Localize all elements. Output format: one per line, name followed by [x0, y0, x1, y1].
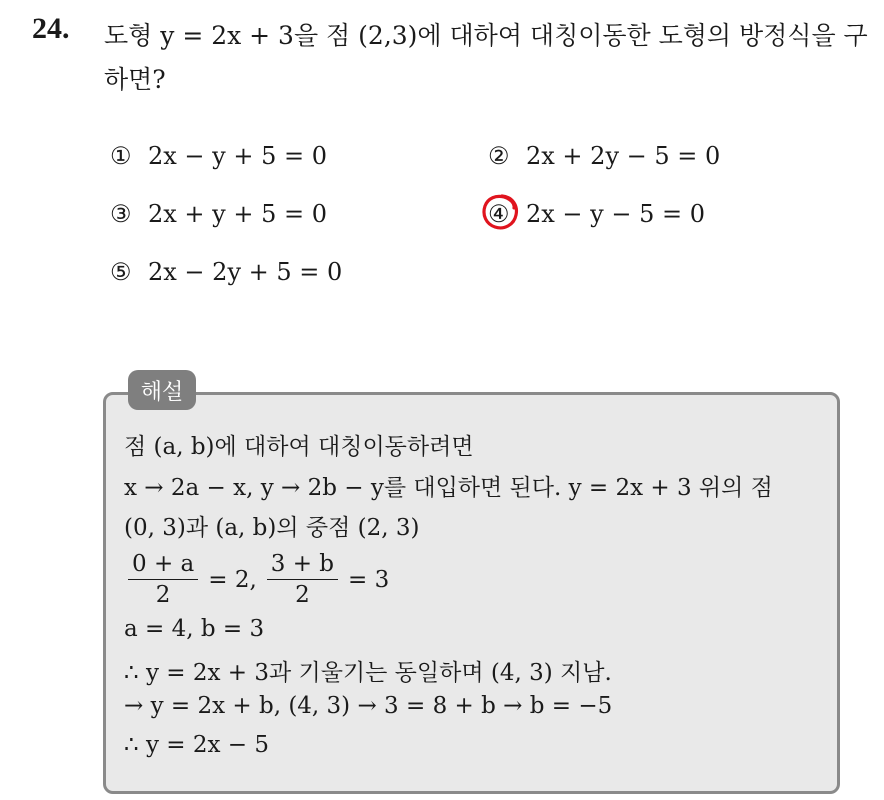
choice-1-equation: 2x − y + 5 = 0: [148, 142, 328, 170]
choice-3-equation: 2x + y + 5 = 0: [148, 200, 328, 228]
fraction-2-denominator: 2: [295, 582, 310, 608]
fraction-2-numerator: 3 + b: [267, 549, 338, 580]
fraction-1: [128, 549, 198, 610]
solution-line-8: ∴ y = 2x − 5: [124, 732, 269, 758]
choice-2-mark: ②: [488, 142, 510, 170]
solution-line-2: x → 2a − x, y → 2b − y를 대입하면 된다. y = 2x + 3 위의 점: [124, 475, 773, 501]
choice-5[interactable]: [110, 258, 342, 286]
solution-line-5: a = 4, b = 3: [124, 616, 265, 642]
question-text: 도형 y = 2x + 3을 점 (2,3)에 대하여 대칭이동한 도형의 방정식을 구하면?: [104, 21, 868, 94]
solution-line-7: → y = 2x + b, (4, 3) → 3 = 8 + b → b = −5: [124, 693, 613, 719]
solution-tag: 해설: [128, 370, 196, 410]
choice-3[interactable]: [110, 200, 327, 228]
solution-line-3: (0, 3)과 (a, b)의 중점 (2, 3): [124, 515, 420, 541]
choice-4[interactable]: [488, 200, 705, 228]
fraction-1-result: = 2,: [208, 566, 257, 593]
solution-line-6: ∴ y = 2x + 3과 기울기는 동일하며 (4, 3) 지남.: [124, 660, 612, 686]
choice-5-mark: ⑤: [110, 258, 132, 286]
choice-4-equation: 2x − y − 5 = 0: [526, 200, 706, 228]
choice-1-mark: ①: [110, 142, 132, 170]
fraction-1-numerator: 0 + a: [128, 549, 198, 580]
choice-4-mark: ④: [488, 200, 510, 228]
choice-3-mark: ③: [110, 200, 132, 228]
choice-5-equation: 2x − 2y + 5 = 0: [148, 258, 343, 286]
question-number: 24.: [32, 12, 70, 45]
choice-2[interactable]: [488, 142, 720, 170]
solution-line-1: 점 (a, b)에 대하여 대칭이동하려면: [124, 434, 474, 460]
choice-2-equation: 2x + 2y − 5 = 0: [526, 142, 721, 170]
fraction-2-result: = 3: [348, 566, 390, 593]
choice-1[interactable]: [110, 142, 327, 170]
fraction-2: [267, 549, 338, 610]
solution-fractions: [124, 549, 395, 610]
fraction-1-denominator: 2: [155, 582, 171, 608]
